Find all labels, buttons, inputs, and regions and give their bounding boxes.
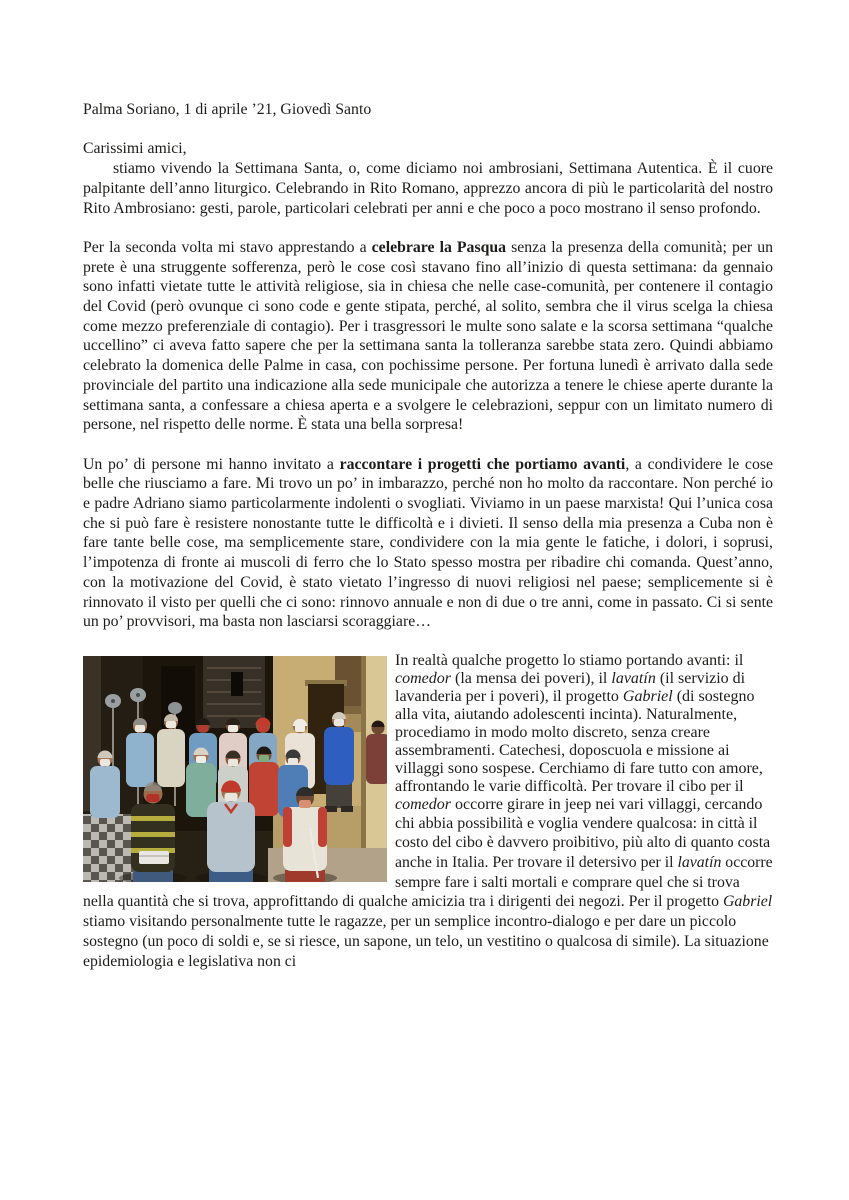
bold-celebrare-pasqua: celebrare la Pasqua xyxy=(371,238,507,256)
people-front-row xyxy=(119,780,337,882)
paragraph-cont-run: occorre sempre fare i salti mortali e comprare quel che si trova nella quantità che si trova, approfittando di qualche amicizia tra i dirigenti dei negozi. Per il progetto xyxy=(83,854,773,911)
group-photo-illustration xyxy=(83,656,387,882)
paragraph-wrap-run: In realtà qualche progetto lo stiamo portando avanti: il xyxy=(395,651,744,669)
paragraph-pasqua-post: senza la presenza della comunità; per un prete è una struggente sofferenza, però le cose così stavano fino all’inizio di questa settimana: da gennaio sono infatti vietate tutte le attività religiose, sia in chiesa che nelle case-comunità, per contenere il contagio del Covid (però ovunque ci sono code e gente stipata, perché, al solito, sembra che il virus scelga la chiesa come mezzo preferenziale di contagio). Per i trasgressori le multe sono salate e la scorsa settimana “qualche uccellino” ci aveva fatto sapere che per la settimana santa la tolleranza sarebbe stata zero. Quindi abbiamo celebrato la domenica delle Palme in casa, con pochissime persone. Per fortuna lunedì è arrivato dalla sede provinciale del partito una indicazione alla sede municipale che autorizza a tenere le chiese aperte durante la settimana santa, a confessare a chiesa aperta e a svolgere le celebrazioni, seppur con un limitato numero di persone, nel rispetto delle norme. È stata una bella sorpresa! xyxy=(83,238,773,434)
paragraph-intro-text: stiamo vivendo la Settimana Santa, o, come diciamo noi ambrosiani, Settimana Autentica. È il cuore palpitante dell’anno liturgico. Celebrando in Rito Romano, apprezzo ancora di più le particolarità del nostro Rito Ambrosiano: gesti, parole, particolari celebrati per anni e che poco a poco mostrano il senso profondo. xyxy=(83,160,773,217)
italic-gabriel: Gabriel xyxy=(622,687,673,705)
paragraph-wrap-run: (il servizio di lavanderia per i poveri), il progetto xyxy=(395,669,746,705)
dateline: Palma Soriano, 1 di aprile ’21, Giovedì Santo xyxy=(83,101,372,118)
group-photo xyxy=(83,656,387,882)
italic-comedor: comedor xyxy=(395,795,451,813)
bold-raccontare-progetti: raccontare i progetti che portiamo avanti xyxy=(339,455,626,473)
paragraph-cont-run: città il costo del cibo è davvero proibitivo, più alto di quanto costa anche in Italia. Per trovare il detersivo per il xyxy=(395,814,771,872)
salutation: Carissimi amici, xyxy=(83,140,187,158)
paragraph-intro xyxy=(83,159,773,218)
italic-lavatin: lavatín xyxy=(677,854,722,872)
paragraph-pasqua xyxy=(83,238,773,435)
italic-gabriel: Gabriel xyxy=(723,893,773,911)
paragraph-wrap-run: (la mensa dei poveri), il xyxy=(450,669,612,687)
italic-comedor: comedor xyxy=(395,669,451,687)
paragraph-pasqua-pre: Per la seconda volta mi stavo apprestando a xyxy=(83,238,372,256)
paragraph-cont-run: stiamo visitando personalmente tutte le ragazze, per un semplice incontro-dialogo e per dare un piccolo sostegno (un poco di soldi e, se si riesce, un sapone, un telo, un vestitino o qualcosa di simile). La situazione epidemiologia e legislativa non ci xyxy=(83,913,769,970)
paragraph-progetti-post: , a condividere le cose belle che riusciamo a fare. Mi trovo un po’ in imbarazzo, perché non ho molto da raccontare. Non perché io e padre Adriano siamo particolarmente indolenti o svogliati. Viviamo in un paese marxista! Qui l’unica cosa che si può fare è resistere nonostante tutte le difficoltà e i divieti. Il senso della mia presenza a Cuba non è fare tante belle cose, ma semplicemente stare, condividere con la mia gente le fatiche, i dolori, i soprusi, l’impotenza di fronte ai muscoli di ferro che lo Stato spesso mostra per ribadire chi comanda. Quest’anno, con la motivazione del Covid, è stato vietato l’ingresso di nuovi religiosi nel paese; semplicemente si è rinnovato il visto per quelli che ci sono: rinnovo annuale e non di due o tre anni, come in passato. Ci si sente un po’ provvisori, ma basta non lasciarsi scoraggiare… xyxy=(83,455,774,631)
paragraph-progetti-pre: Un po’ di persone mi hanno invitato a xyxy=(83,455,340,473)
paragraph-progetti xyxy=(83,455,773,632)
italic-lavatin: lavatín xyxy=(611,669,656,687)
paragraph-wrap-run: occorre girare in jeep nei vari villaggi, cercando chi abbia possibilità e voglia vendere qualcosa: in xyxy=(395,795,763,832)
paragraph-wrap-run: (di sostegno alla vita, aiutando adolescenti incinta). Naturalmente, procediamo in modo molto discreto, senza creare assembramenti. Catechesi, doposcuola e missione ai villaggi sono sospese. Cerchiamo di fare tutto con amore, affrontando le varie difficoltà. Per trovare il cibo per il xyxy=(395,687,763,795)
letter-content xyxy=(83,100,773,987)
